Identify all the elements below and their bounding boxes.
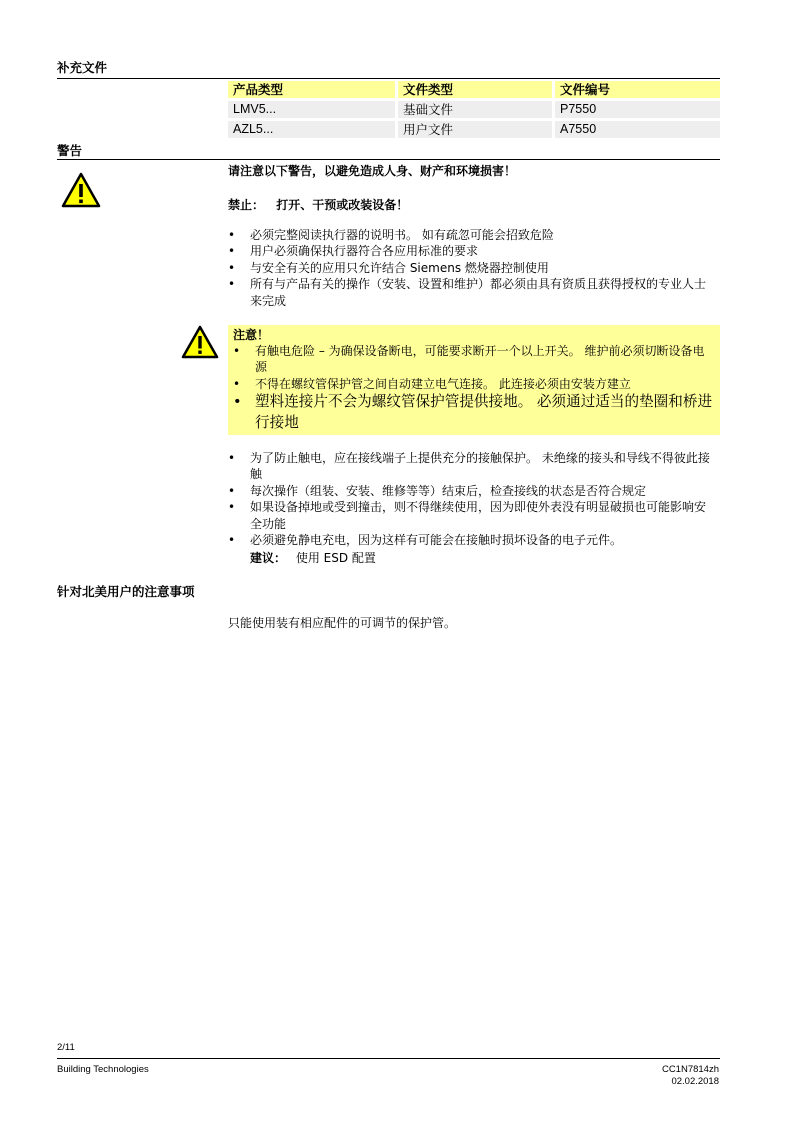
recommendation-label: 建议： [250, 551, 287, 565]
list-item: • 必须完整阅读执行器的说明书。 如有疏忽可能会招致危险 [228, 227, 716, 243]
section-heading-warning: 警告 [57, 143, 83, 158]
caution-triangle-icon [181, 325, 219, 362]
divider [57, 159, 720, 160]
table-cell: LMV5... [228, 101, 395, 118]
page-number: 2/11 [57, 1042, 75, 1053]
divider [57, 78, 720, 79]
list-item: • 所有与产品有关的操作（安装、设置和维护）都必须由具有资质且获得授权的专业人士来完成 [228, 276, 716, 309]
list-item: • 不得在螺纹管保护管之间自动建立电气连接。 此连接必须由安装方建立 [233, 376, 714, 392]
prohibited-label: 禁止： [228, 198, 265, 212]
additional-list [228, 450, 716, 548]
list-item: • 为了防止触电，应在接线端子上提供充分的接触保护。 未绝缘的接头和导线不得彼此接触 [228, 450, 716, 483]
table-header-cell: 文件类型 [398, 81, 552, 98]
warning-list [228, 227, 716, 309]
list-item: • 塑料连接片不会为螺纹管保护管提供接地。 必须通过适当的垫圈和桥进行接地 [233, 392, 714, 433]
section-heading-north-america: 针对北美用户的注意事项 [57, 584, 195, 599]
list-item: • 与安全有关的应用只允许结合 Siemens 燃烧器控制使用 [228, 260, 716, 276]
warning-triangle-icon [61, 172, 101, 211]
list-item: • 用户必须确保执行器符合各应用标准的要求 [228, 243, 716, 259]
list-item: • 有触电危险 – 为确保设备断电，可能要求断开一个以上开关。 维护前必须切断设备电源 [233, 343, 714, 376]
caution-title: 注意！ [233, 328, 270, 342]
list-item: • 必须避免静电充电，因为这样有可能会在接触时损坏设备的电子元件。 [228, 532, 716, 548]
table-row [228, 101, 720, 121]
table-cell: AZL5... [228, 121, 395, 138]
doc-date: 02.02.2018 [671, 1076, 719, 1087]
table-cell: P7550 [555, 101, 720, 118]
list-item: • 每次操作（组装、安装、维修等等）结束后，检查接线的状态是否符合规定 [228, 483, 716, 499]
table-cell: 基础文件 [398, 101, 552, 118]
caution-box [228, 325, 720, 435]
table-header-row [228, 81, 720, 101]
table-cell: A7550 [555, 121, 720, 138]
table-header-cell: 产品类型 [228, 81, 395, 98]
prohibited-text: 打开、干预或改装设备！ [276, 198, 409, 212]
north-america-note: 只能使用装有相应配件的可调节的保护管。 [228, 616, 457, 630]
doc-code: CC1N7814zh [661, 1064, 719, 1075]
recommendation-text: 使用 ESD 配置 [295, 551, 376, 565]
documents-table [228, 81, 720, 141]
list-item: • 如果设备掉地或受到撞击，则不得继续使用，因为即使外表没有明显破损也可能影响安全功能 [228, 499, 716, 532]
table-row [228, 121, 720, 141]
warning-intro: 请注意以下警告，以避免造成人身、财产和环境损害！ [228, 164, 517, 178]
section-heading-supplementary: 补充文件 [57, 60, 108, 75]
prohibited-line [228, 196, 408, 213]
recommendation [250, 549, 376, 566]
table-cell: 用户文件 [398, 121, 552, 138]
footer-divider [57, 1058, 720, 1059]
table-header-cell: 文件编号 [555, 81, 720, 98]
caution-list [233, 343, 714, 433]
company-name: Building Technologies [57, 1064, 149, 1075]
